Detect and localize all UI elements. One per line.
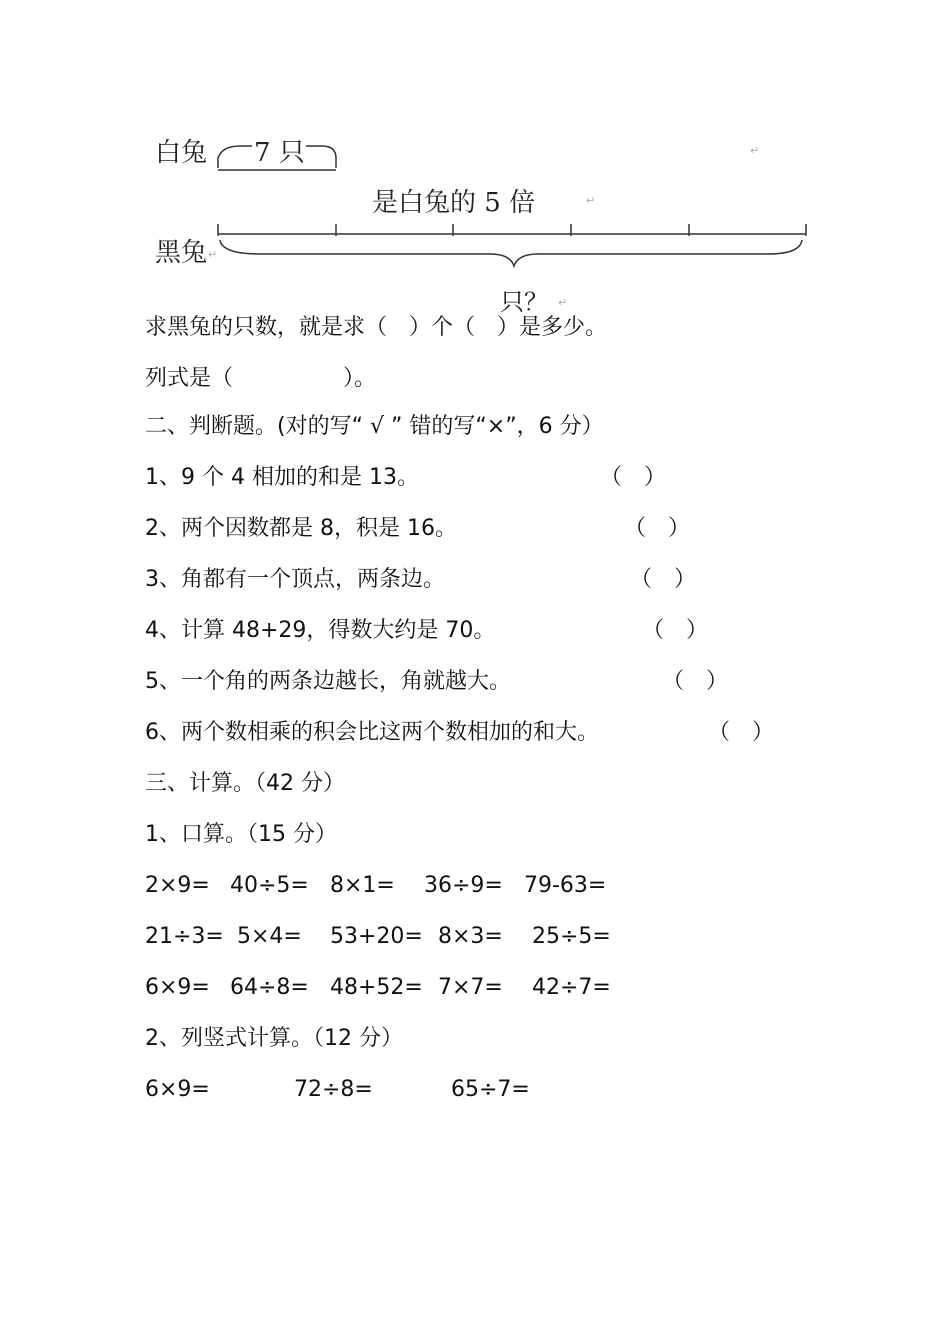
oral-item: 5×4= xyxy=(237,924,302,949)
oral-item: 64÷8= xyxy=(230,975,309,1000)
oral-item: 8×1= xyxy=(330,873,395,898)
vertical-item: 65÷7= xyxy=(451,1077,530,1102)
oral-item: 7×7= xyxy=(438,975,503,1000)
judge-answer-3[interactable]: （ ） xyxy=(630,567,697,592)
times-label: 是白兔的 5 倍 xyxy=(372,188,536,218)
return-mark: ↵ xyxy=(586,194,596,207)
judge-answer-4[interactable]: （ ） xyxy=(642,618,709,643)
judge-answer-1[interactable]: （ ） xyxy=(600,465,667,490)
judge-item-6: 6、两个数相乘的积会比这两个数相加的和大。 xyxy=(145,720,599,745)
white-count-label: 7 只 xyxy=(254,132,305,169)
oral-item: 21÷3= xyxy=(145,924,224,949)
return-mark: ↵ xyxy=(750,144,760,157)
line-segment-diagram xyxy=(0,0,950,320)
oral-item: 25÷5= xyxy=(532,924,611,949)
fill-question-1: 求黑兔的只数，就是求（ ）个（ ）是多少。 xyxy=(145,315,608,340)
rabbit-diagram xyxy=(0,0,950,320)
black-brace xyxy=(220,240,802,266)
question-label: 只？ xyxy=(500,288,548,316)
section3-title: 三、计算。（42 分） xyxy=(145,771,345,796)
fill-question-2: 列式是（ ）。 xyxy=(145,366,377,391)
white-brace-right xyxy=(306,146,336,168)
vertical-item: 72÷8= xyxy=(294,1077,373,1102)
judge-item-4: 4、计算 48+29，得数大约是 70。 xyxy=(145,618,496,643)
oral-item: 2×9= xyxy=(145,873,210,898)
judge-item-5: 5、一个角的两条边越长，角就越大。 xyxy=(145,669,511,694)
return-mark: ↵ xyxy=(558,296,568,309)
judge-item-2: 2、两个因数都是 8，积是 16。 xyxy=(145,516,457,541)
white-rabbit-label: 白兔 xyxy=(155,138,208,168)
oral-item: 40÷5= xyxy=(230,873,309,898)
judge-answer-5[interactable]: （ ） xyxy=(662,669,729,694)
judge-answer-6[interactable]: （ ） xyxy=(708,720,775,745)
oral-item: 36÷9= xyxy=(424,873,503,898)
oral-item: 42÷7= xyxy=(532,975,611,1000)
white-brace xyxy=(218,146,252,168)
vertical-calc-title: 2、列竖式计算。（12 分） xyxy=(145,1026,403,1051)
oral-item: 79-63= xyxy=(524,873,607,898)
oral-item: 8×3= xyxy=(438,924,503,949)
judge-answer-2[interactable]: （ ） xyxy=(624,516,691,541)
oral-item: 6×9= xyxy=(145,975,210,1000)
return-mark: ↵ xyxy=(208,248,218,261)
judge-item-1: 1、9 个 4 相加的和是 13。 xyxy=(145,465,419,490)
oral-item: 48+52= xyxy=(330,975,423,1000)
black-rabbit-label: 黑兔 xyxy=(155,238,208,268)
oral-item: 53+20= xyxy=(330,924,423,949)
vertical-item: 6×9= xyxy=(145,1077,210,1102)
section2-title: 二、判断题。(对的写“ √ ” 错的写“×”，6 分） xyxy=(145,414,604,439)
oral-calc-title: 1、口算。（15 分） xyxy=(145,822,337,847)
judge-item-3: 3、角都有一个顶点，两条边。 xyxy=(145,567,445,592)
